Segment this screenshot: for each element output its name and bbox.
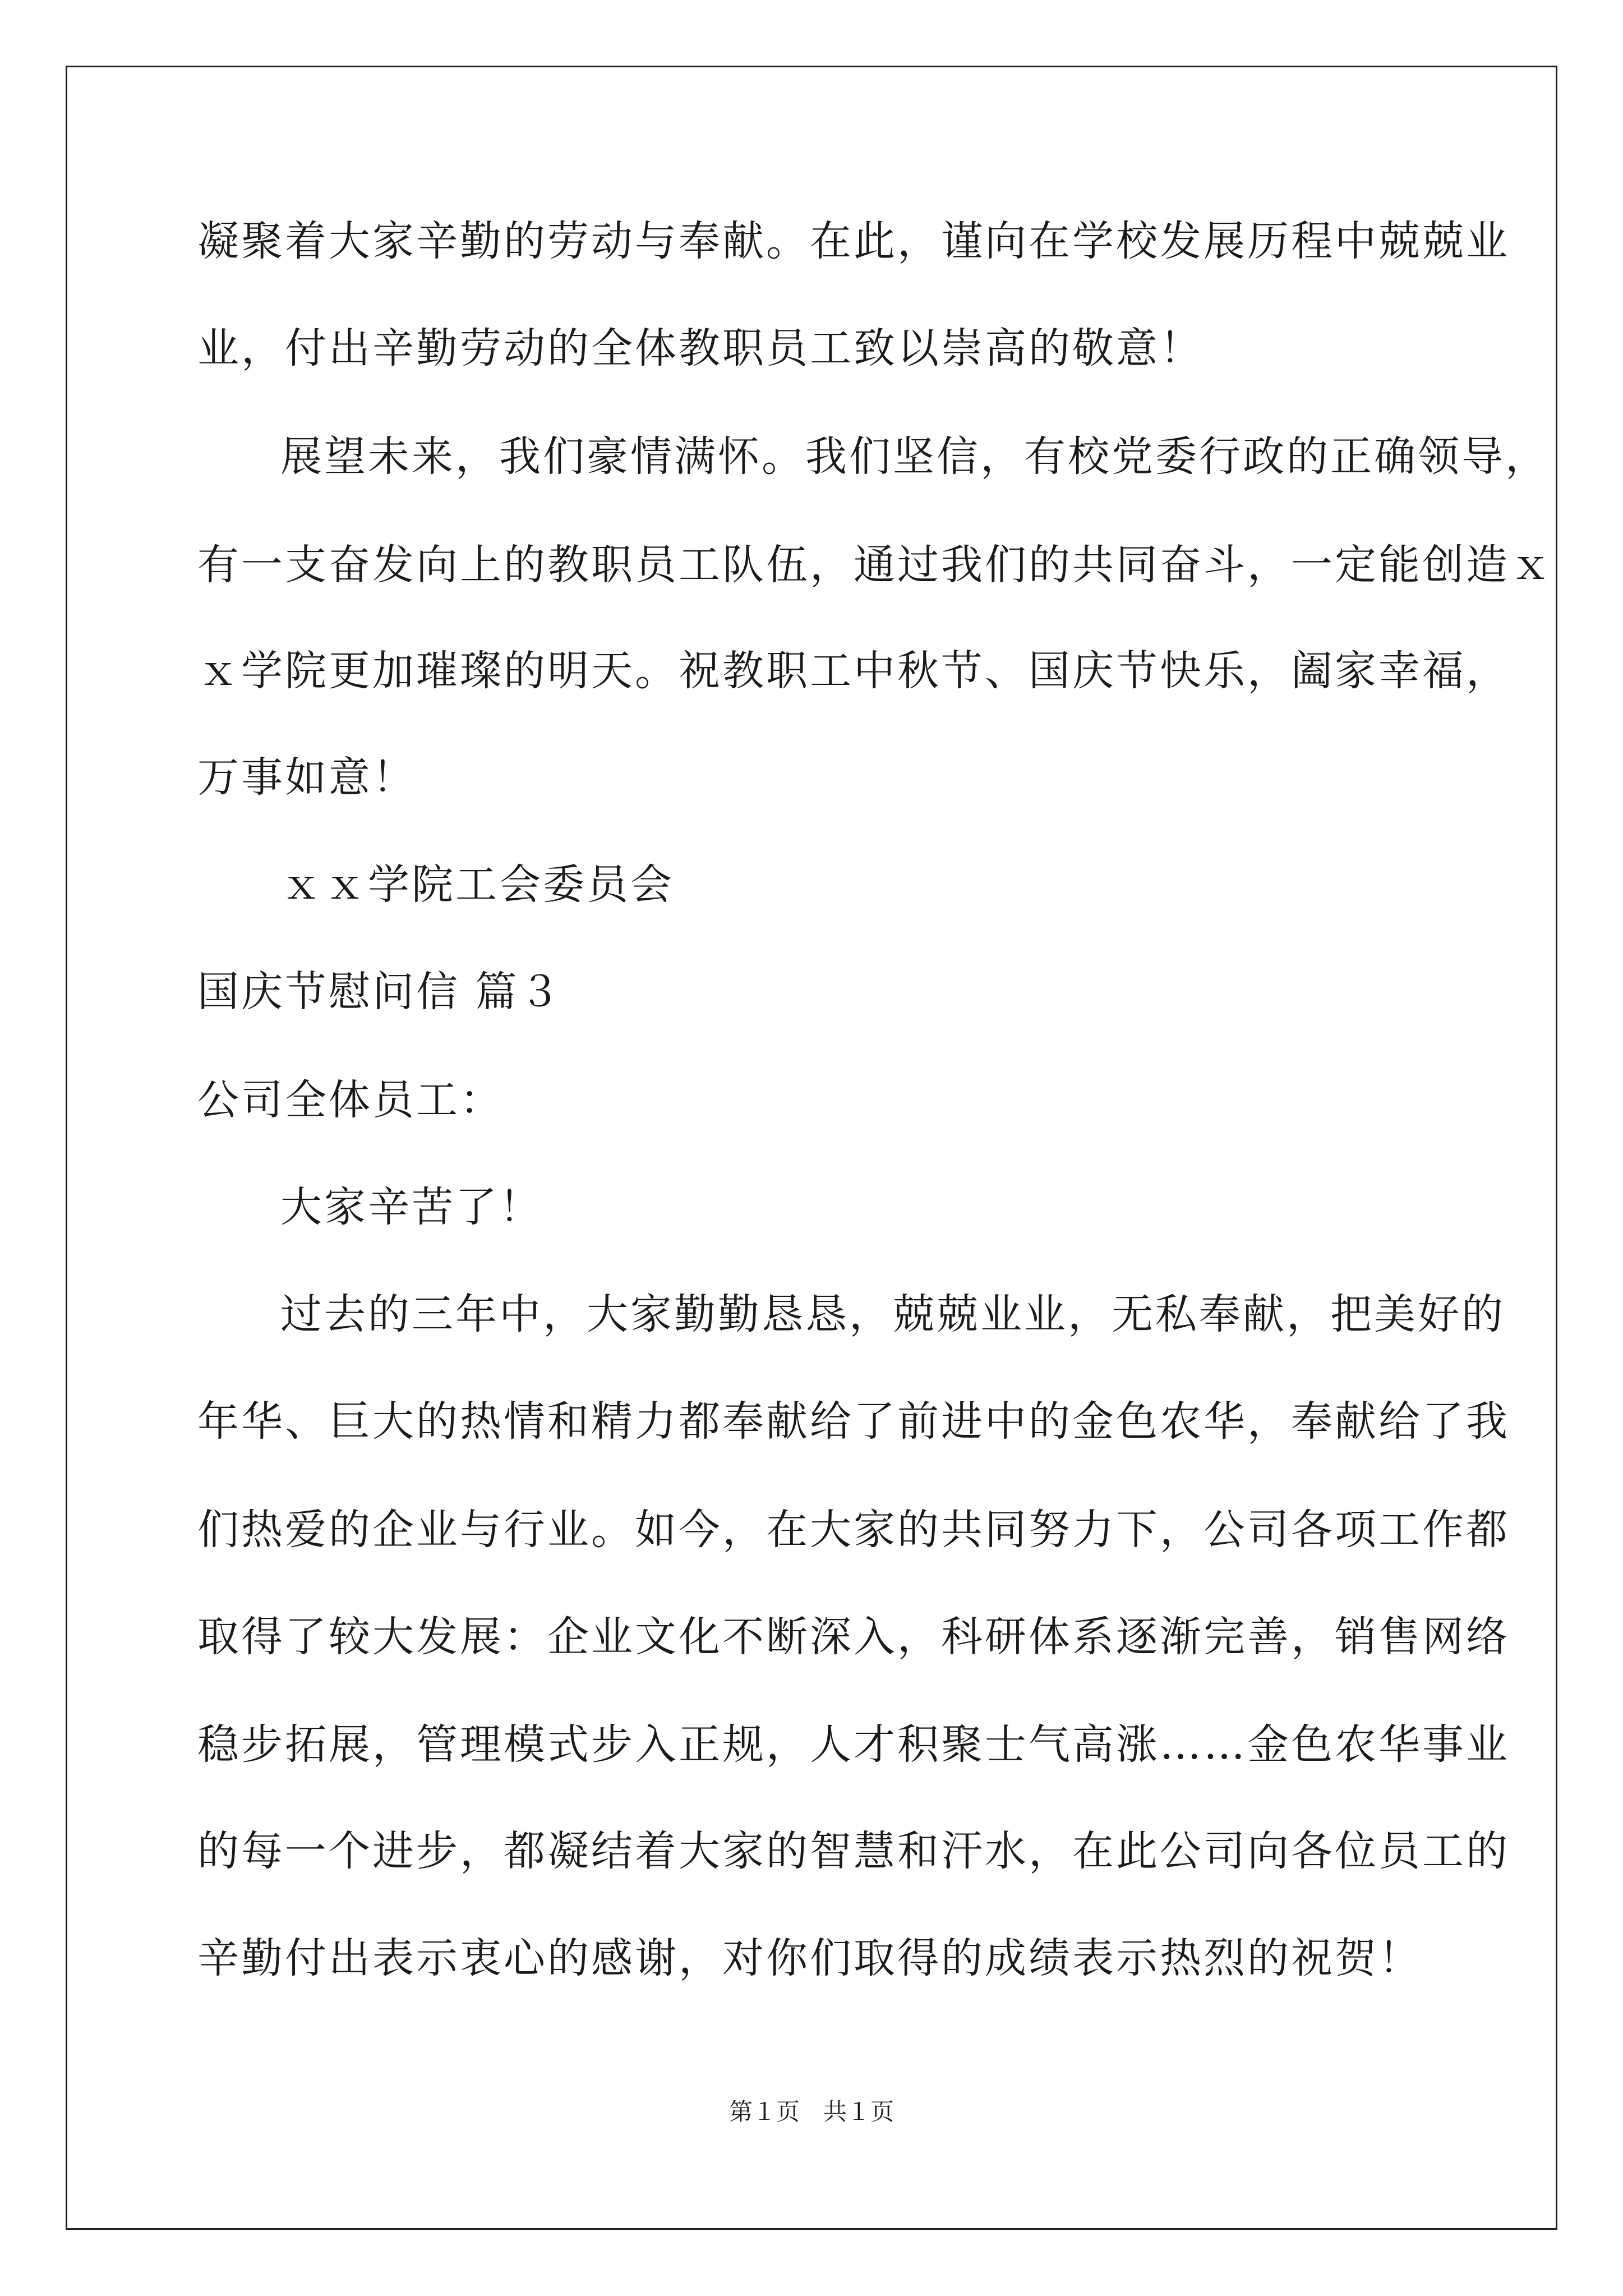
paragraph-line: 凝聚着大家辛勤的劳动与奉献。在此，谨向在学校发展历程中兢兢业	[197, 217, 1510, 265]
paragraph-line: 大家辛苦了！	[280, 1183, 543, 1231]
paragraph-line: 取得了较大发展：企业文化不断深入，科研体系逐渐完善，销售网络	[197, 1613, 1510, 1661]
paragraph-line: 万事如意！	[197, 753, 416, 802]
paragraph-line: 年华、巨大的热情和精力都奉献给了前进中的金色农华，奉献给了我	[197, 1397, 1510, 1446]
paragraph-line: 稳步拓展，管理模式步入正规，人才积聚士气高涨……金色农华事业	[197, 1720, 1510, 1769]
signature-line: ｘｘ学院工会委员会	[280, 861, 674, 909]
page-border	[66, 66, 1557, 2230]
paragraph-line: 展望未来，我们豪情满怀。我们坚信，有校党委行政的正确领导，	[280, 432, 1549, 481]
paragraph-line: 过去的三年中，大家勤勤恳恳，兢兢业业，无私奉献，把美好的	[280, 1290, 1505, 1338]
section-heading: 国庆节慰问信 篇３	[197, 968, 563, 1016]
paragraph-line: 辛勤付出表示衷心的感谢，对你们取得的成绩表示热烈的祝贺！	[197, 1934, 1422, 1982]
paragraph-line: 业，付出辛勤劳动的全体教职员工致以崇高的敬意！	[197, 324, 1204, 372]
paragraph-line: ｘ学院更加璀璨的明天。祝教职工中秋节、国庆节快乐，阖家幸福，	[197, 647, 1510, 695]
page-footer: 第１页 共１页	[728, 2098, 894, 2125]
paragraph-line: 有一支奋发向上的教职员工队伍，通过我们的共同奋斗，一定能创造ｘ	[197, 541, 1553, 589]
paragraph-line: 们热爱的企业与行业。如今，在大家的共同努力下，公司各项工作都	[197, 1506, 1510, 1554]
paragraph-line: 的每一个进步，都凝结着大家的智慧和汗水，在此公司向各位员工的	[197, 1827, 1510, 1875]
salutation: 公司全体员工：	[197, 1076, 504, 1124]
